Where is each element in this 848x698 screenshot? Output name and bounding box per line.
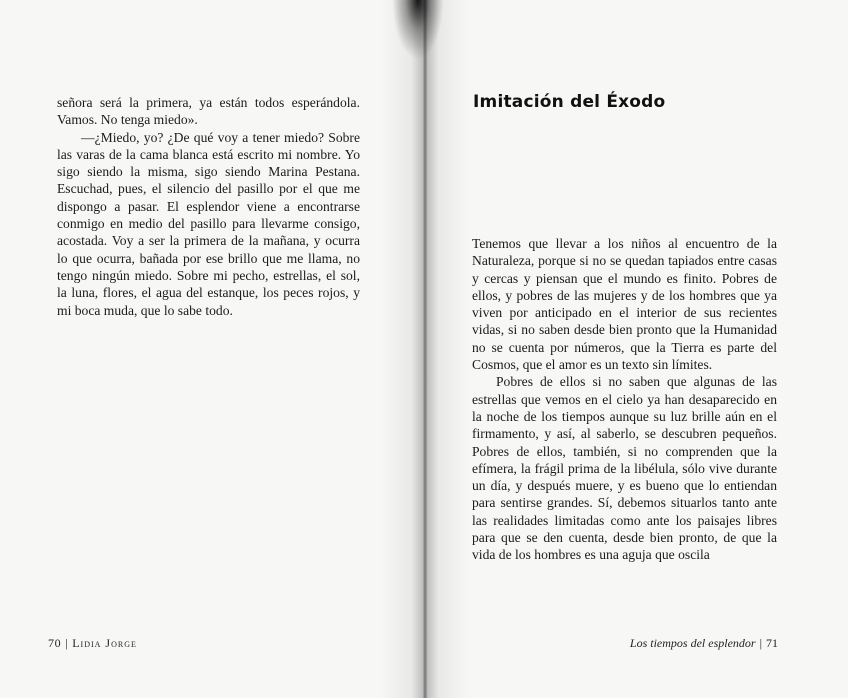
left-page — [0, 0, 422, 698]
right-paragraph-1: Tenemos que llevar a los niños al encuentro de la Naturaleza, porque si no se quedan tapiados entre casas y cercas y piensan que el mundo es finito. Pobres de ellos, y pobres de las mujeres y de los hombres que ya viven por anticipado en el interior de sus recientes vidas, si no saben desde bien pronto que la Humanidad no se cuenta por números, que la Tierra es parte del Cosmos, que el amor es un texto sin límites. — [472, 236, 777, 373]
left-folio-separator: | — [65, 636, 69, 650]
chapter-title: Imitación del Éxodo — [473, 92, 666, 112]
right-running-head: Los tiempos del esplendor — [629, 636, 756, 650]
left-folio — [48, 636, 137, 651]
right-folio-separator: | — [759, 636, 762, 650]
right-page — [426, 0, 848, 698]
left-paragraph-1: señora será la primera, ya están todos esperándola. Vamos. No tenga miedo». — [57, 95, 360, 128]
left-page-text — [57, 94, 360, 319]
right-page-text — [472, 235, 777, 564]
right-folio — [630, 636, 778, 651]
left-running-head: Lidia Jorge — [72, 636, 137, 650]
right-paragraph-2: Pobres de ellos si no saben que algunas de las estrellas que vemos en el cielo ya han desaparecido en la noche de los tiempos aunque su luz brille aún en el firmamento, y así, al saberlo, se descubren pequeños. Pobres de ellos, también, si no comprenden que la efímera, la frágil prima de la libélula, sólo vive durante un día, y después muere, y es bueno que lo entiendan para sentirse grandes. Sí, debemos situarlos tanto ante las realidades limitadas como ante los paisajes libres para que se den cuenta, desde bien pronto, de que la vida de los hombres es una aguja que oscila — [472, 374, 777, 563]
left-page-number: 70 — [48, 636, 62, 650]
right-page-number: 71 — [766, 636, 778, 650]
left-paragraph-2: —¿Miedo, yo? ¿De qué voy a tener miedo? Sobre las varas de la cama blanca está escrito mi nombre. Yo sigo siendo la misma, sigo siendo Marina Pestana. Escuchad, pues, el silencio del pasillo por el que me dispongo a pasar. El esplendor viene a encontrarse conmigo en medio del pasillo para llevarme consigo, acostada. Voy a ser la primera de la mañana, y ocurra lo que ocurra, bañada por ese brillo que me llama, no tengo ningún miedo. Sobre mi pecho, estrellas, el sol, la luna, flores, el agua del estanque, los peces rojos, y mi boca muda, que lo sabe todo. — [57, 129, 360, 318]
